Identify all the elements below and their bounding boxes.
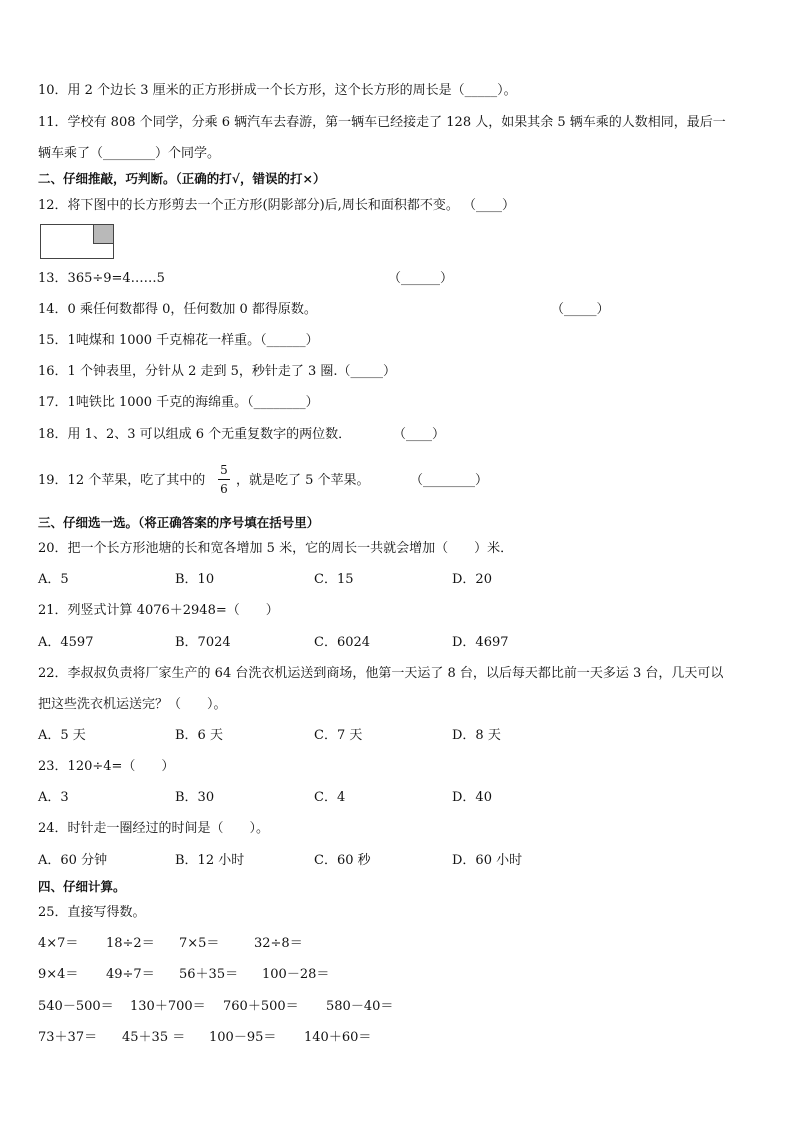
question-19-answer: （________） bbox=[410, 473, 489, 488]
calc-item: 580－40＝ bbox=[326, 999, 394, 1014]
question-17: 17．1吨铁比 1000 千克的海绵重。（________） bbox=[38, 395, 319, 410]
calc-item: 18÷2＝ bbox=[106, 936, 155, 951]
calc-item: 7×5＝ bbox=[179, 936, 220, 951]
q23-option-d: D．40 bbox=[452, 790, 492, 805]
question-22-line2: 把这些洗衣机运送完？（ ）。 bbox=[38, 697, 227, 712]
question-12: 12．将下图中的长方形剪去一个正方形(阴影部分)后,周长和面积都不变。 （____） bbox=[38, 198, 515, 213]
question-18-answer: （____） bbox=[393, 427, 446, 442]
calc-item: 540－500＝ bbox=[38, 999, 114, 1014]
question-11-line2: 辆车乘了（________）个同学。 bbox=[38, 146, 221, 161]
calc-item: 49÷7＝ bbox=[106, 967, 155, 982]
question-15: 15．1吨煤和 1000 千克棉花一样重。（______） bbox=[38, 333, 319, 348]
q24-option-b: B．12 小时 bbox=[175, 853, 245, 868]
question-21: 21．列竖式计算 4076＋2948=（ ） bbox=[38, 603, 279, 618]
q20-option-a: A．5 bbox=[38, 572, 69, 587]
question-16: 16．1 个钟表里，分针从 2 走到 5，秒针走了 3 圈.（_____） bbox=[38, 364, 397, 379]
q21-option-c: C．6024 bbox=[314, 635, 371, 650]
q22-option-a: A．5 天 bbox=[38, 728, 86, 743]
calc-item: 100－95＝ bbox=[209, 1030, 277, 1045]
section-2-heading: 二、仔细推敲，巧判断。（正确的打√，错误的打×） bbox=[38, 171, 326, 186]
q20-option-b: B．10 bbox=[175, 572, 215, 587]
q23-option-a: A．3 bbox=[38, 790, 69, 805]
fraction-bar bbox=[218, 479, 230, 480]
calc-item: 9×4＝ bbox=[38, 967, 79, 982]
question-14-answer: （_____） bbox=[551, 302, 610, 317]
q20-option-c: C．15 bbox=[314, 572, 354, 587]
q22-option-c: C．7 天 bbox=[314, 728, 363, 743]
q24-option-d: D．60 小时 bbox=[452, 853, 523, 868]
question-20: 20．把一个长方形池塘的长和宽各增加 5 米，它的周长一共就会增加（ ）米． bbox=[38, 541, 514, 556]
fraction-denominator: 6 bbox=[220, 482, 228, 496]
question-24: 24．时针走一圈经过的时间是（ ）。 bbox=[38, 821, 270, 836]
fraction-numerator: 5 bbox=[220, 463, 228, 477]
shaded-square bbox=[93, 224, 114, 244]
question-11-line1: 11．学校有 808 个同学，分乘 6 辆汽车去春游，第一辆车已经接走了 128 人，如果其余 5 辆车乘的人数相同，最后一 bbox=[38, 115, 726, 130]
calc-item: 140＋60＝ bbox=[304, 1030, 372, 1045]
question-10: 10．用 2 个边长 3 厘米的正方形拼成一个长方形，这个长方形的周长是（_____）。 bbox=[38, 83, 517, 98]
q21-option-b: B．7024 bbox=[175, 635, 231, 650]
question-18: 18．用 1、2、3 可以组成 6 个无重复数字的两位数． bbox=[38, 427, 352, 442]
q21-option-a: A．4597 bbox=[38, 635, 94, 650]
calc-item: 73＋37＝ bbox=[38, 1030, 98, 1045]
q24-option-c: C．60 秒 bbox=[314, 853, 371, 868]
section-3-heading: 三、仔细选一选。（将正确答案的序号填在括号里） bbox=[38, 515, 320, 530]
question-13: 13．365÷9=4……5 bbox=[38, 271, 165, 286]
question-25: 25．直接写得数。 bbox=[38, 905, 146, 920]
q23-option-c: C．4 bbox=[314, 790, 346, 805]
calc-item: 100－28＝ bbox=[262, 967, 330, 982]
q21-option-d: D．4697 bbox=[452, 635, 509, 650]
q22-option-b: B．6 天 bbox=[175, 728, 223, 743]
question-22-line1: 22．李叔叔负责将厂家生产的 64 台洗衣机运送到商场，他第一天运了 8 台，以后每天都比前一天多运 3 台，几天可以 bbox=[38, 666, 724, 681]
q20-option-d: D．20 bbox=[452, 572, 492, 587]
calc-item: 32÷8＝ bbox=[254, 936, 303, 951]
q23-option-b: B．30 bbox=[175, 790, 215, 805]
calc-item: 56＋35＝ bbox=[179, 967, 239, 982]
question-23: 23．120÷4=（ ） bbox=[38, 759, 175, 774]
q22-option-d: D．8 天 bbox=[452, 728, 501, 743]
fraction-five-sixths bbox=[218, 462, 230, 497]
question-19-part2: ，就是吃了 5 个苹果。 bbox=[236, 473, 370, 488]
calc-item: 130＋700＝ bbox=[130, 999, 206, 1014]
calc-item: 45＋35 ＝ bbox=[122, 1030, 186, 1045]
q24-option-a: A．60 分钟 bbox=[38, 853, 108, 868]
question-13-answer: （______） bbox=[388, 271, 454, 286]
section-4-heading: 四、仔细计算。 bbox=[38, 879, 126, 894]
question-19-part1: 19．12 个苹果，吃了其中的 bbox=[38, 473, 206, 488]
calc-item: 4×7＝ bbox=[38, 936, 79, 951]
rectangle-figure bbox=[40, 224, 114, 259]
calc-item: 760＋500＝ bbox=[223, 999, 299, 1014]
question-14: 14．0 乘任何数都得 0，任何数加 0 都得原数。 bbox=[38, 302, 317, 317]
